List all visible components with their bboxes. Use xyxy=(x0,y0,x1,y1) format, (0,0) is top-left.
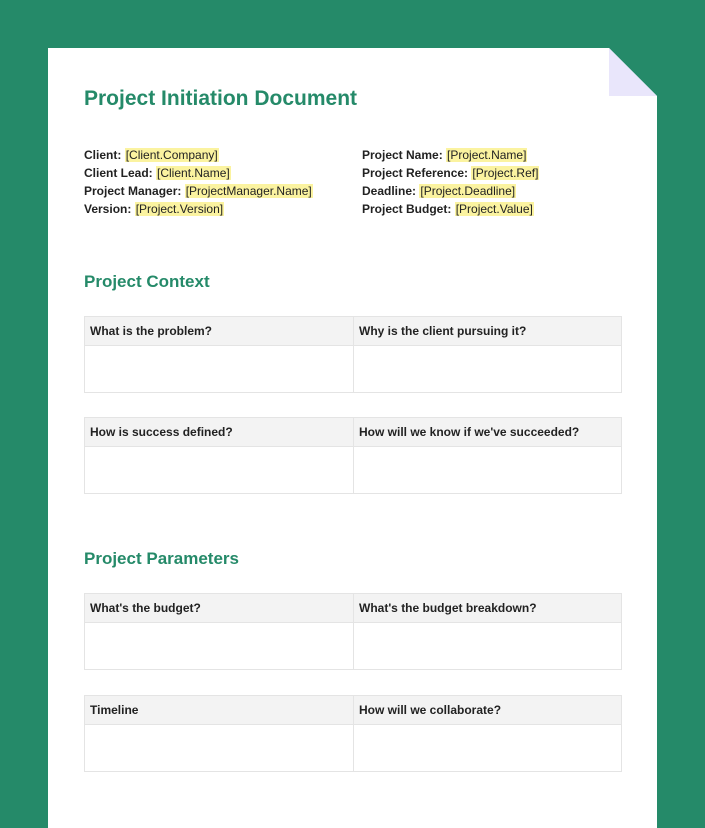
answer-cell[interactable] xyxy=(353,345,621,392)
document-title: Project Initiation Document xyxy=(84,87,358,110)
answer-cell[interactable] xyxy=(85,345,353,392)
answer-cell[interactable] xyxy=(353,622,621,669)
meta-placeholder-value: [Project.Name] xyxy=(447,148,527,162)
table-header-cell: How will we collaborate? xyxy=(353,696,621,724)
meta-right-column xyxy=(362,146,539,218)
meta-project-manager xyxy=(84,182,313,200)
meta-left-column xyxy=(84,146,313,218)
meta-placeholder-value: [Client.Company] xyxy=(125,148,218,162)
meta-placeholder-value: [Project.Ref] xyxy=(472,166,539,180)
answer-cell[interactable] xyxy=(353,446,621,493)
meta-deadline xyxy=(362,182,539,200)
meta-project-budget xyxy=(362,200,539,218)
answer-cell[interactable] xyxy=(85,724,353,771)
table-header-cell: Why is the client pursuing it? xyxy=(353,317,621,345)
meta-placeholder-value: [ProjectManager.Name] xyxy=(185,184,312,198)
meta-version xyxy=(84,200,313,218)
meta-project-name xyxy=(362,146,539,164)
question-table xyxy=(84,316,622,393)
table-header-cell: What's the budget? xyxy=(85,594,353,622)
meta-label: Client Lead: xyxy=(84,166,153,180)
answer-cell[interactable] xyxy=(85,622,353,669)
meta-client xyxy=(84,146,313,164)
question-table xyxy=(84,417,622,494)
meta-label: Project Reference: xyxy=(362,166,469,180)
meta-placeholder-value: [Project.Version] xyxy=(135,202,224,216)
meta-label: Project Budget: xyxy=(362,202,452,216)
meta-placeholder-value: [Project.Value] xyxy=(455,202,533,216)
question-table xyxy=(84,695,622,772)
answer-cell[interactable] xyxy=(85,446,353,493)
meta-client-lead xyxy=(84,164,313,182)
meta-placeholder-value: [Client.Name] xyxy=(157,166,230,180)
table-header-cell: How is success defined? xyxy=(85,418,353,446)
question-table xyxy=(84,593,622,670)
section-title-project-context: Project Context xyxy=(84,272,210,291)
meta-placeholder-value: [Project.Deadline] xyxy=(420,184,516,198)
table-header-cell: Timeline xyxy=(85,696,353,724)
table-header-cell: How will we know if we've succeeded? xyxy=(353,418,621,446)
meta-label: Version: xyxy=(84,202,132,216)
meta-project-reference xyxy=(362,164,539,182)
meta-label: Project Manager: xyxy=(84,184,182,198)
meta-label: Deadline: xyxy=(362,184,417,198)
section-title-project-parameters: Project Parameters xyxy=(84,549,239,568)
answer-cell[interactable] xyxy=(353,724,621,771)
table-header-cell: What is the problem? xyxy=(85,317,353,345)
meta-label: Project Name: xyxy=(362,148,443,162)
page-fold-corner xyxy=(609,48,657,96)
meta-label: Client: xyxy=(84,148,122,162)
table-header-cell: What's the budget breakdown? xyxy=(353,594,621,622)
